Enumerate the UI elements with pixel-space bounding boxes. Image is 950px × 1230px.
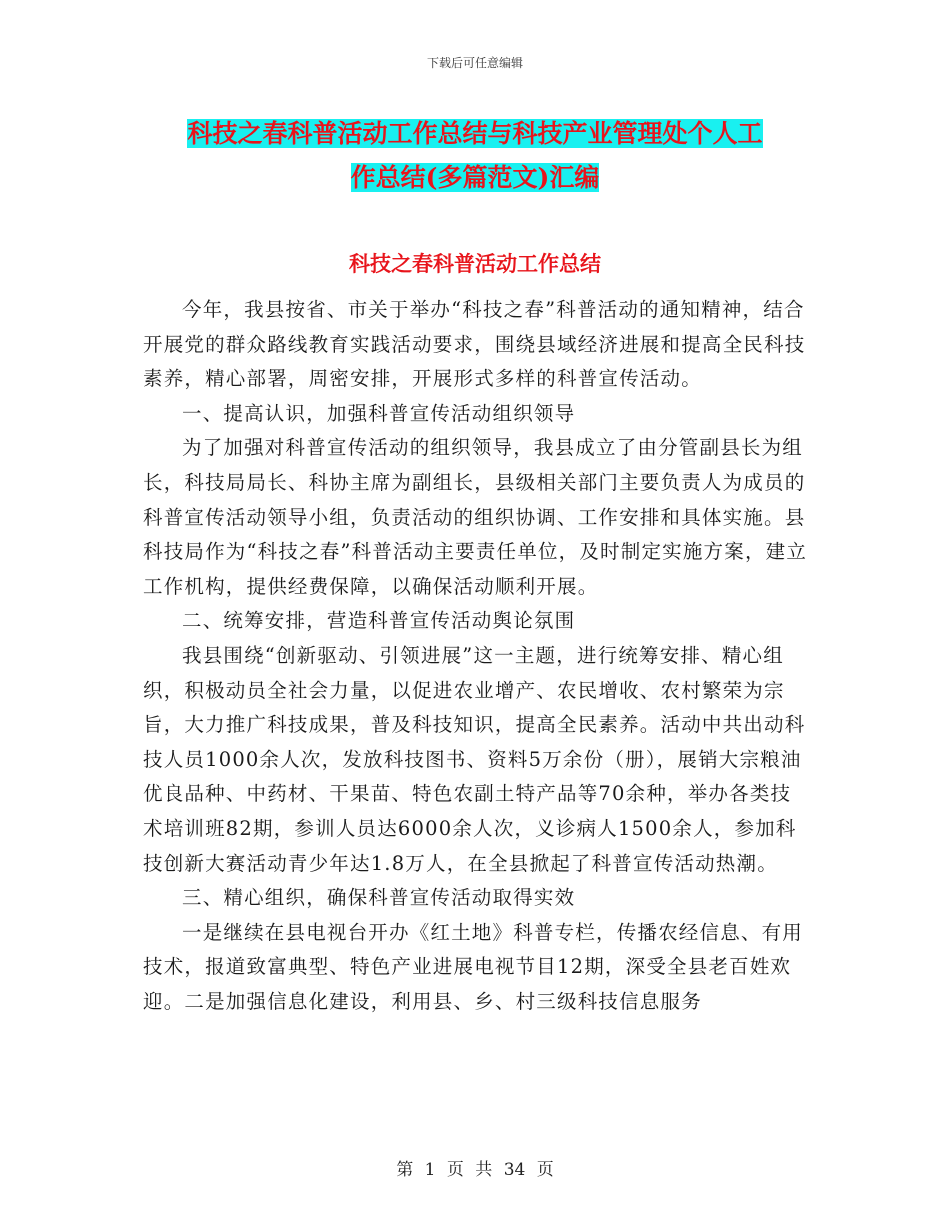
page-number: 第 1 页 共 34 页 [396, 1160, 554, 1180]
heading-2: 二、统筹安排，营造科普宣传活动舆论氛围 [182, 609, 576, 633]
header-note: 下载后可任意编辑 [426, 56, 523, 70]
paragraph-intro: 今年，我县按省、市关于举办“科技之春”科普活动的通知精神，结合开展党的群众路线教育实践活动要求，围绕县域经济进展和提高全民科技素养，精心部署，周密安排，开展形式多样的科普宣传活动。 [143, 298, 806, 391]
paragraph-results: 一是继续在县电视台开办《红土地》科普专栏，传播农经信息、有用技术，报道致富典型、特色产业进展电视节目12期，深受全县老百姓欢迎。二是加强信息化建设，利用县、乡、村三级科技信息服务 [143, 920, 804, 1013]
document-title-line-2: 作总结(多篇范文)汇编 [350, 163, 600, 192]
paragraph-activities: 我县围绕“创新驱动、引领进展”这一主题，进行统筹安排、精心组织，积极动员全社会力量，以促进农业增产、农民增收、农村繁荣为宗旨，大力推广科技成果，普及科技知识，提高全民素养。活动中共出动科技人员1000余人次，发放科技图书、资料5万余份（册），展销大宗粮油优良品种、中药材、干果苗、特色农副土特产品等70余种，举办各类技术培训班82期，参训人员达6000余人次，义诊病人1500余人，参加科技创新大赛活动青少年达1.8万人，在全县掀起了科普宣传活动热潮。 [143, 643, 806, 875]
document-title [140, 112, 810, 200]
heading-1: 一、提高认识，加强科普宣传活动组织领导 [182, 401, 576, 425]
section-title: 科技之春科普活动工作总结 [349, 251, 601, 276]
document-body [143, 293, 809, 1019]
heading-3: 三、精心组织，确保科普宣传活动取得实效 [182, 886, 576, 910]
document-title-line-1: 科技之春科普活动工作总结与科技产业管理处个人工 [187, 119, 763, 148]
paragraph-organization: 为了加强对科普宣传活动的组织领导，我县成立了由分管副县长为组长，科技局局长、科协主席为副组长，县级相关部门主要负责人为成员的科普宣传活动领导小组，负责活动的组织协调、工作安排和具体实施。县科技局作为“科技之春”科普活动主要责任单位，及时制定实施方案，建立工作机构，提供经费保障，以确保活动顺利开展。 [143, 436, 808, 598]
